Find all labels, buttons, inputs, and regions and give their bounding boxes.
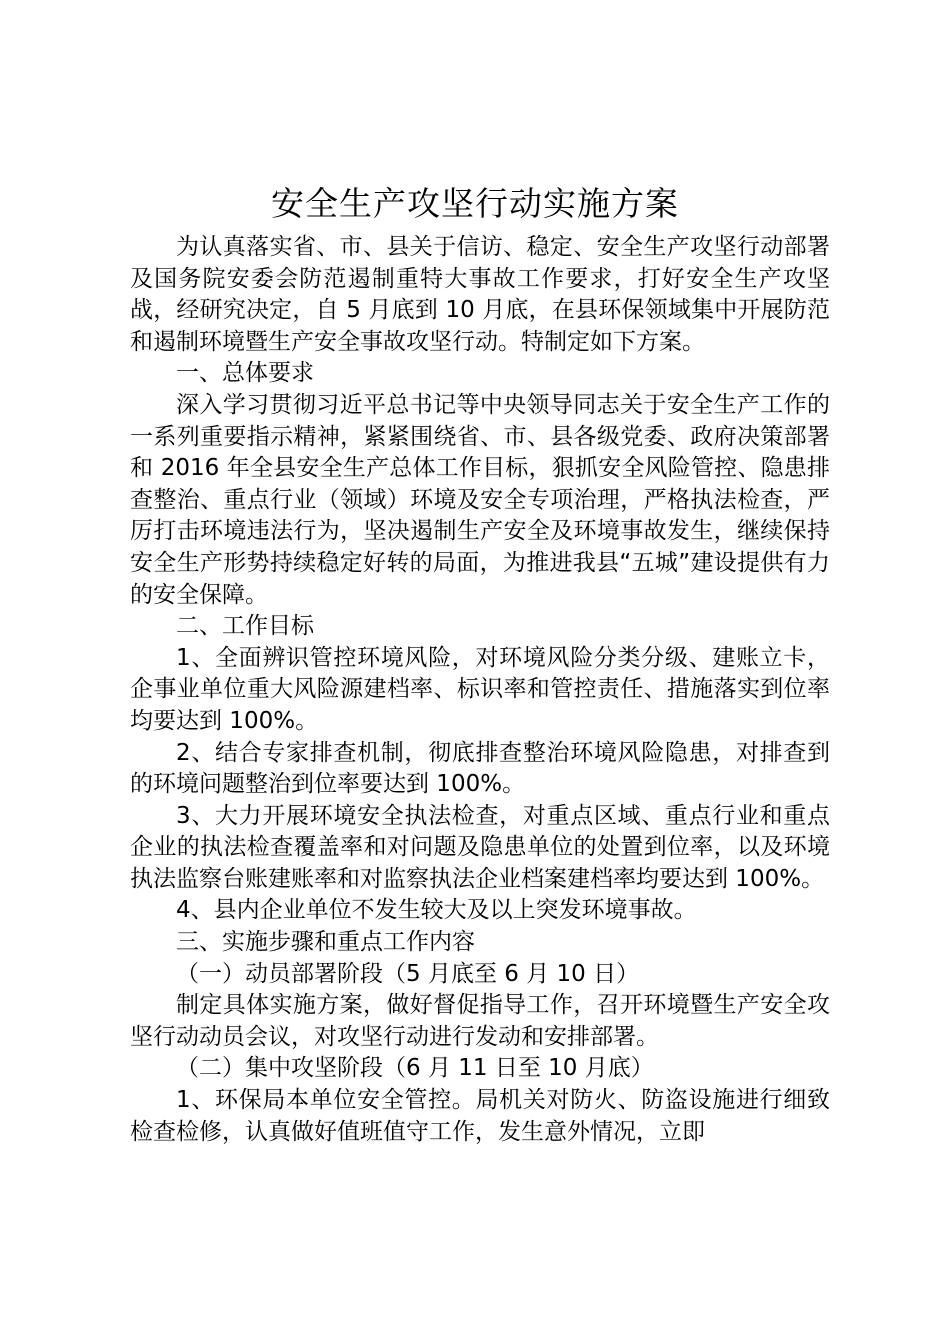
intro-paragraph: 为认真落实省、市、县关于信访、稳定、安全生产攻坚行动部署及国务院安委会防范遏制重特大事故工作要求，打好安全生产攻坚战，经研究决定，自 5 月底到 10 月底，在县环保领域集中开展防范和遏制环境暨生产安全事故攻坚行动。特制定如下方案。 [130,234,830,355]
goal-item-3: 3、大力开展环境安全执法检查，对重点区域、重点行业和重点企业的执法检查覆盖率和对问题及隐患单位的处置到位率，以及环境执法监察台账建账率和对监察执法企业档案建档率均要达到 100%。 [130,802,830,892]
section-heading-work-goals: 二、工作目标 [176,613,314,640]
subheading-mobilization-stage: （一）动员部署阶段（5 月底至 6 月 10 日） [176,960,640,987]
concentrated-stage-item-1: 1、环保局本单位安全管控。局机关对防火、防盗设施进行细致检查检修，认真做好值班值守工作，发生意外情况，立即 [130,1087,830,1145]
subheading-concentrated-stage: （二）集中攻坚阶段（6 月 11 日至 10 月底） [176,1055,654,1082]
document-body [130,232,830,1148]
general-requirements-paragraph: 深入学习贯彻习近平总书记等中央领导同志关于安全生产工作的一系列重要指示精神，紧紧围绕省、市、县各级党委、政府决策部署和 2016 年全县安全生产总体工作目标，狠抓安全风险管控、隐患排查整治、重点行业（领域）环境及安全专项治理，严格执法检查，严厉打击环境违法行为，坚决遏制生产安全及环境事故发生，继续保持安全生产形势持续稳定好转的局面，为推进我县“五城”建设提供有力的安全保障。 [130,391,830,608]
section-heading-implementation-steps: 三、实施步骤和重点工作内容 [176,929,475,956]
document-title: 安全生产攻坚行动实施方案 [271,184,679,223]
goal-item-4: 4、县内企业单位不发生较大及以上突发环境事故。 [176,897,697,924]
mobilization-stage-paragraph: 制定具体实施方案，做好督促指导工作，召开环境暨生产安全攻坚行动动员会议，对攻坚行动进行发动和安排部署。 [130,992,830,1050]
goal-item-2: 2、结合专家排查机制，彻底排查整治环境风险隐患，对排查到的环境问题整治到位率要达到 100%。 [130,739,830,798]
goal-item-1: 1、全面辨识管控环境风险，对环境风险分类分级、建账立卡，企事业单位重大风险源建档率、标识率和管控责任、措施落实到位率均要达到 100%。 [130,644,830,734]
section-heading-general-requirements: 一、总体要求 [176,360,314,387]
